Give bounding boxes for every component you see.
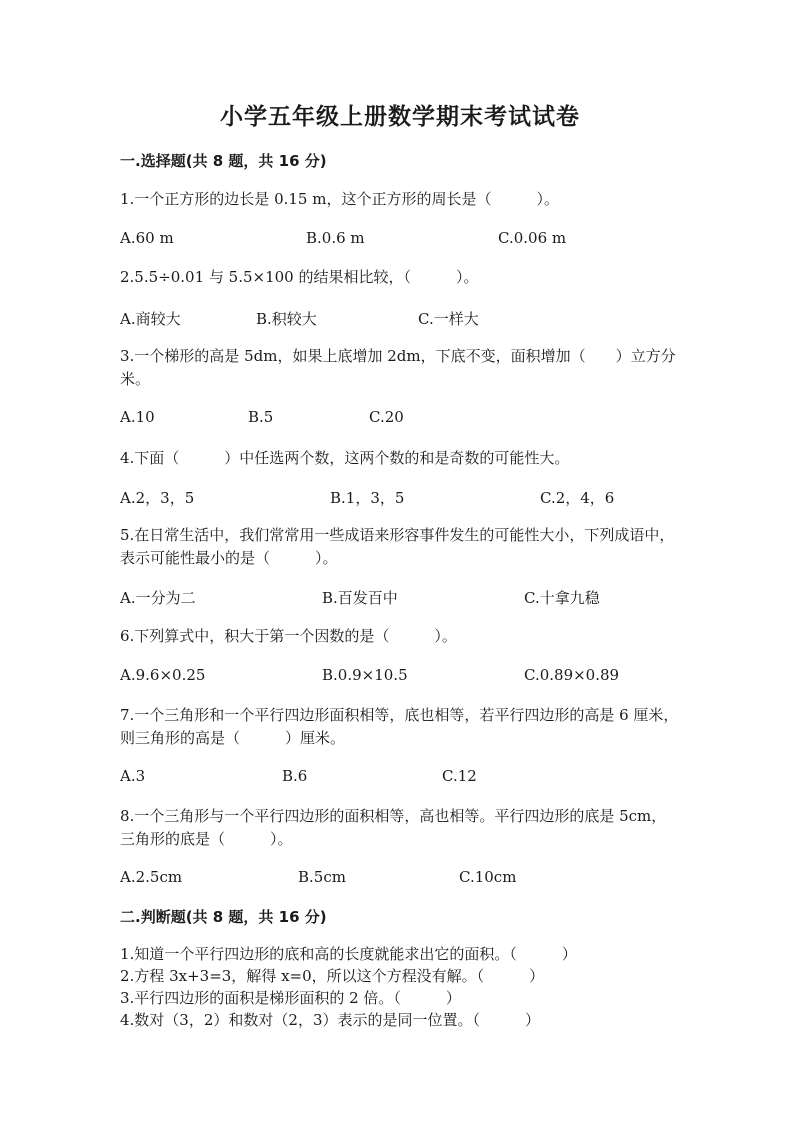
section-heading-judge: 二.判断题(共 8 题，共 16 分) xyxy=(120,908,327,926)
q7-option-a: A.3 xyxy=(120,767,146,785)
q6-option-a: A.9.6×0.25 xyxy=(120,666,206,684)
q2-option-c: C.一样大 xyxy=(418,310,479,328)
q1-option-b: B.0.6 m xyxy=(306,229,365,247)
q1-option-a: A.60 m xyxy=(120,229,174,247)
judge-item-4: 4.数对（3，2）和数对（2，3）表示的是同一位置。（ ） xyxy=(120,1011,540,1029)
q2-option-b: B.积较大 xyxy=(256,310,317,328)
question-2: 2.5.5÷0.01 与 5.5×100 的结果相比较，（ ）。 xyxy=(120,268,479,286)
q5-option-b: B.百发百中 xyxy=(322,589,398,607)
question-7: 7.一个三角形和一个平行四边形面积相等，底也相等，若平行四边形的高是 6 厘米，则三角形的高是（ ）厘米。 xyxy=(120,706,679,747)
q3-option-a: A.10 xyxy=(120,408,155,426)
question-4: 4.下面（ ）中任选两个数，这两个数的和是奇数的可能性大。 xyxy=(120,449,570,467)
question-3: 3.一个梯形的高是 5dm，如果上底增加 2dm，下底不变，面积增加（ ）立方分米。 xyxy=(120,347,676,388)
question-6: 6.下列算式中，积大于第一个因数的是（ ）。 xyxy=(120,627,457,645)
q4-option-b: B.1，3，5 xyxy=(330,489,405,507)
q6-option-c: C.0.89×0.89 xyxy=(524,666,620,684)
q4-option-c: C.2，4，6 xyxy=(540,489,615,507)
q8-option-a: A.2.5cm xyxy=(120,868,183,886)
page-title: 小学五年级上册数学期末考试试卷 xyxy=(220,103,580,130)
question-8: 8.一个三角形与一个平行四边形的面积相等，高也相等。平行四边形的底是 5cm，三角形的底是（ ）。 xyxy=(120,807,667,848)
judge-item-3: 3.平行四边形的面积是梯形面积的 2 倍。（ ） xyxy=(120,989,461,1007)
judge-item-2: 2.方程 3x+3=3，解得 x=0，所以这个方程没有解。（ ） xyxy=(120,967,545,985)
q8-option-b: B.5cm xyxy=(298,868,346,886)
q5-option-a: A.一分为二 xyxy=(120,589,196,607)
q3-option-b: B.5 xyxy=(248,408,274,426)
question-1: 1.一个正方形的边长是 0.15 m，这个正方形的周长是（ ）。 xyxy=(120,190,559,208)
q7-option-b: B.6 xyxy=(282,767,308,785)
q8-option-c: C.10cm xyxy=(459,868,517,886)
q5-option-c: C.十拿九稳 xyxy=(524,589,600,607)
q2-option-a: A.商较大 xyxy=(120,310,181,328)
q3-option-c: C.20 xyxy=(369,408,404,426)
q7-option-c: C.12 xyxy=(442,767,477,785)
q1-option-c: C.0.06 m xyxy=(498,229,567,247)
section-heading-choice: 一.选择题(共 8 题，共 16 分) xyxy=(120,152,327,170)
question-5: 5.在日常生活中，我们常常用一些成语来形容事件发生的可能性大小，下列成语中，表示可能性最小的是（ ）。 xyxy=(120,526,675,567)
judge-item-1: 1.知道一个平行四边形的底和高的长度就能求出它的面积。（ ） xyxy=(120,945,577,963)
q6-option-b: B.0.9×10.5 xyxy=(322,666,408,684)
q4-option-a: A.2，3，5 xyxy=(120,489,195,507)
